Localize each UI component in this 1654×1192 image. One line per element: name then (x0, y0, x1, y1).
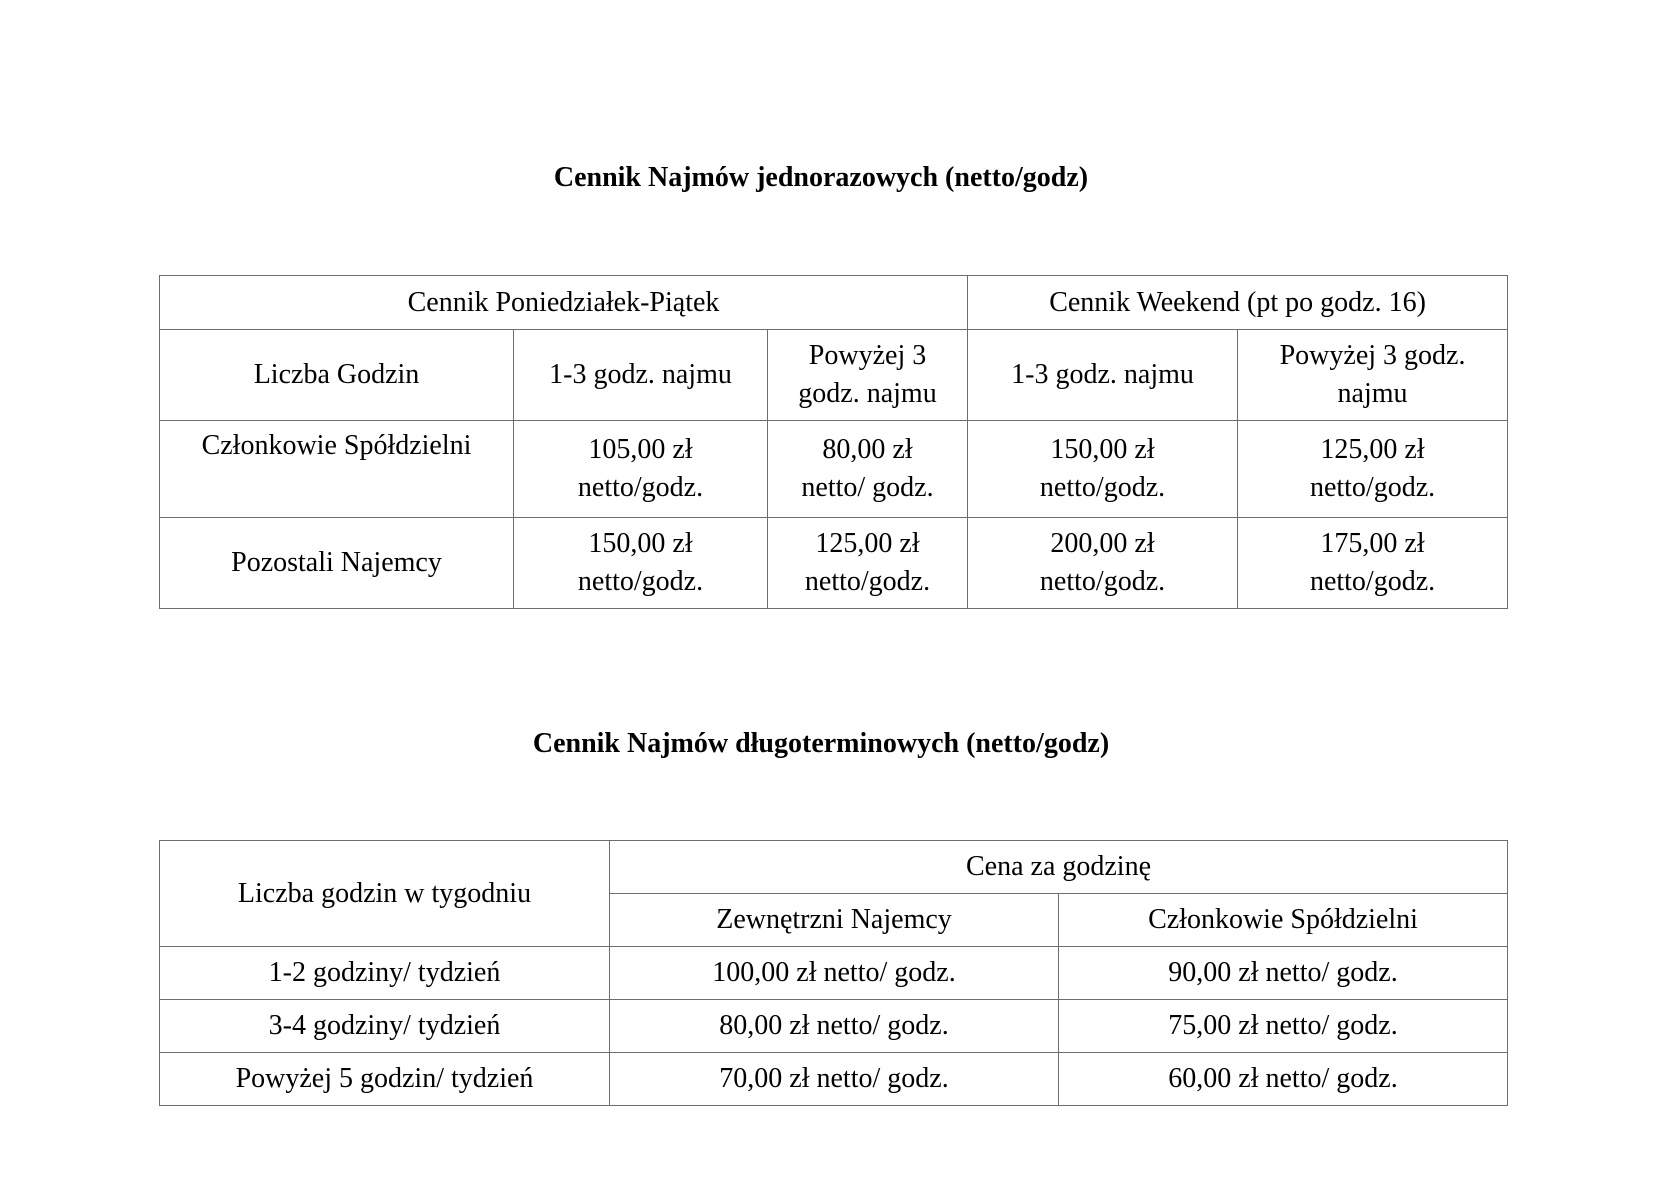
table-row (160, 1053, 1508, 1106)
column-header-weekend-over-3h: Powyżej 3 godz. najmu (1238, 330, 1508, 421)
weekend-group-header: Cennik Weekend (pt po godz. 16) (968, 276, 1508, 330)
price-cell: 70,00 zł netto/ godz. (610, 1053, 1059, 1106)
price-per-hour-group-header: Cena za godzinę (610, 841, 1508, 894)
column-header-weekend-1-3h: 1-3 godz. najmu (968, 330, 1238, 421)
one-time-rental-price-table (159, 275, 1508, 609)
price-cell: 60,00 zł netto/ godz. (1059, 1053, 1508, 1106)
table-row (160, 518, 1508, 609)
column-header-external-tenants: Zewnętrzni Najemcy (610, 894, 1059, 947)
price-cell: 125,00 zł netto/godz. (768, 518, 968, 609)
price-cell: 80,00 zł netto/ godz. (768, 421, 968, 518)
price-cell: 125,00 zł netto/godz. (1238, 421, 1508, 518)
price-cell: 200,00 zł netto/godz. (968, 518, 1238, 609)
column-header-hours: Liczba Godzin (160, 330, 514, 421)
row-label: Członkowie Spółdzielni (160, 421, 514, 518)
price-cell: 90,00 zł netto/ godz. (1059, 947, 1508, 1000)
price-cell: 105,00 zł netto/godz. (514, 421, 768, 518)
price-cell: 175,00 zł netto/godz. (1238, 518, 1508, 609)
table-group-header-row (160, 841, 1508, 894)
column-header-cooperative-members: Członkowie Spółdzielni (1059, 894, 1508, 947)
row-header-hours-per-week: Liczba godzin w tygodniu (160, 841, 610, 947)
column-header-weekday-1-3h: 1-3 godz. najmu (514, 330, 768, 421)
row-label: 1-2 godziny/ tydzień (160, 947, 610, 1000)
long-term-rental-price-table (159, 840, 1508, 1106)
column-header-weekday-over-3h: Powyżej 3 godz. najmu (768, 330, 968, 421)
table-row (160, 421, 1508, 518)
price-cell: 150,00 zł netto/godz. (514, 518, 768, 609)
row-label: Pozostali Najemcy (160, 518, 514, 609)
row-label: Powyżej 5 godzin/ tydzień (160, 1053, 610, 1106)
price-cell: 150,00 zł netto/godz. (968, 421, 1238, 518)
weekday-group-header: Cennik Poniedziałek-Piątek (160, 276, 968, 330)
table-column-header-row (160, 330, 1508, 421)
section1-title: Cennik Najmów jednorazowych (netto/godz) (553, 162, 1089, 193)
table-row (160, 947, 1508, 1000)
table-row (160, 1000, 1508, 1053)
price-cell: 80,00 zł netto/ godz. (610, 1000, 1059, 1053)
row-label: 3-4 godziny/ tydzień (160, 1000, 610, 1053)
price-cell: 75,00 zł netto/ godz. (1059, 1000, 1508, 1053)
price-cell: 100,00 zł netto/ godz. (610, 947, 1059, 1000)
section2-title: Cennik Najmów długoterminowych (netto/godz) (532, 728, 1110, 759)
table-group-header-row (160, 276, 1508, 330)
